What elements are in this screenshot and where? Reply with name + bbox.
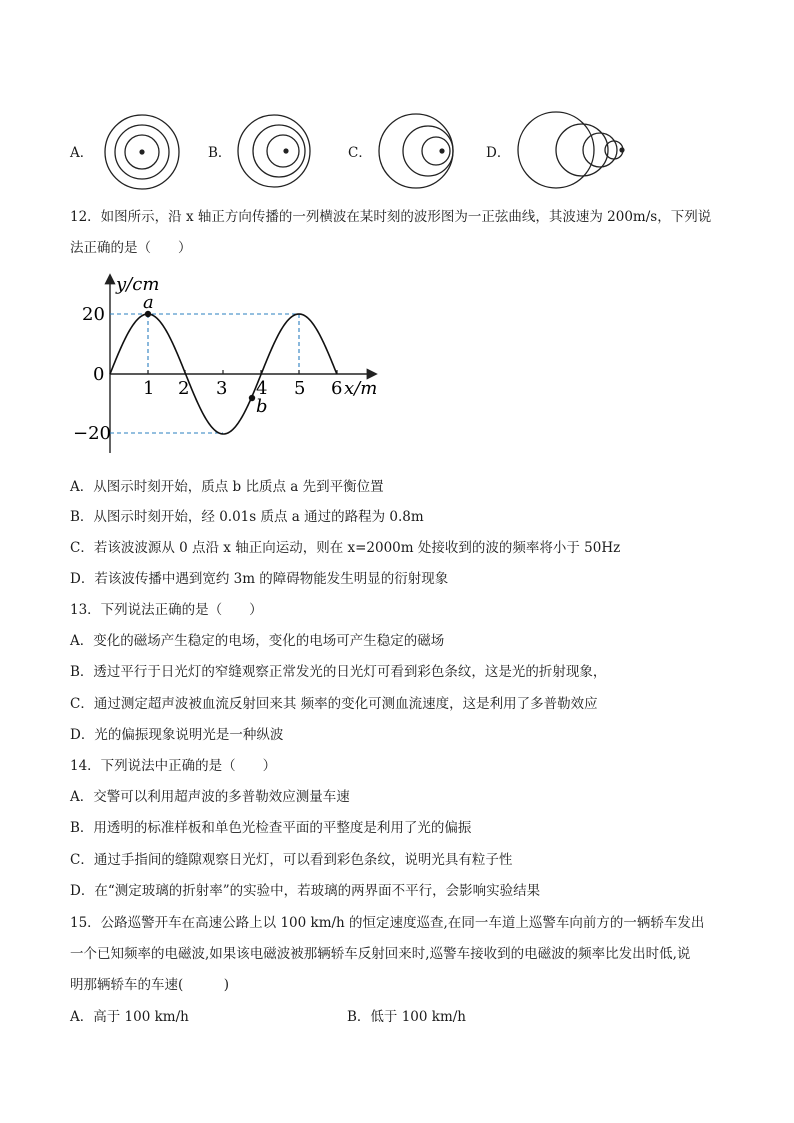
q13-option-b: B．透过平行于日光灯的窄缝观察正常发光的日光灯可看到彩色条纹，这是光的折射现象，	[70, 664, 607, 680]
y-tick-0: 0	[93, 364, 105, 385]
q11-option-a-diagram	[100, 110, 184, 194]
q15-option-a: A．高于 100 km/h	[70, 1009, 189, 1025]
q12-option-d: D．若该波传播中遇到宽约 3m 的障碍物能发生明显的衍射现象	[70, 571, 449, 587]
q11-option-d-label: D．	[486, 145, 511, 161]
q11-option-d-diagram	[514, 106, 638, 190]
x-tick-1: 1	[143, 378, 155, 399]
y-axis-label: y/cm	[116, 274, 160, 295]
q13-option-a: A．变化的磁场产生稳定的电场，变化的电场可产生稳定的磁场	[70, 633, 445, 649]
x-tick-5: 5	[294, 378, 306, 399]
q13-stem: 13．下列说法正确的是（ ）	[70, 602, 263, 618]
y-tick-20: 20	[82, 304, 105, 325]
q15-stem-line1: 15．公路巡警开车在高速公路上以 100 km/h 的恒定速度巡查,在同一车道上巡警车向前方的一辆轿车发出	[70, 915, 705, 931]
q11-option-c-diagram	[376, 110, 460, 194]
q11-option-b-diagram	[234, 110, 318, 194]
q11-option-c-label: C．	[348, 145, 372, 161]
x-tick-4: 4	[256, 378, 268, 399]
q12-option-c: C．若该波波源从 0 点沿 x 轴正向运动，则在 x=2000m 处接收到的波的频率将小于 50Hz	[70, 540, 621, 556]
x-axis-label: x/m	[344, 378, 378, 399]
point-b-dot	[249, 395, 255, 401]
q12-stem-line1: 12．如图所示，沿 x 轴正方向传播的一列横波在某时刻的波形图为一正弦曲线，其波速为 200m/s，下列说	[70, 209, 712, 225]
q11-option-a-label: A．	[70, 145, 94, 161]
q15-option-b: B．低于 100 km/h	[347, 1009, 466, 1025]
point-a-label: a	[143, 292, 154, 313]
q14-option-a: A．交警可以利用超声波的多普勒效应测量车速	[70, 789, 350, 805]
q12-option-a: A．从图示时刻开始，质点 b 比质点 a 先到平衡位置	[70, 479, 384, 495]
q14-stem: 14．下列说法中正确的是（ ）	[70, 758, 277, 774]
q14-option-d: D．在“测定玻璃的折射率”的实验中，若玻璃的两界面不平行，会影响实验结果	[70, 883, 541, 899]
q12-option-b: B．从图示时刻开始，经 0.01s 质点 a 通过的路程为 0.8m	[70, 509, 424, 525]
point-b-label: b	[256, 396, 268, 417]
q15-stem-line3: 明那辆轿车的车速( )	[70, 977, 230, 993]
q14-option-c: C．通过手指间的缝隙观察日光灯，可以看到彩色条纹，说明光具有粒子性	[70, 852, 513, 868]
q11-option-b-label: B．	[208, 145, 232, 161]
q13-option-d: D．光的偏振现象说明光是一种纵波	[70, 727, 284, 743]
y-tick-neg20: −20	[73, 423, 111, 444]
q12-stem-line2: 法正确的是（ ）	[70, 240, 192, 256]
q12-wave-graph	[70, 268, 390, 468]
q15-stem-line2: 一个已知频率的电磁波,如果该电磁波被那辆轿车反射回来时,巡警车接收到的电磁波的频率比发出时低,说	[70, 946, 691, 962]
q13-option-c: C．通过测定超声波被血流反射回来其 频率的变化可测血流速度，这是利用了多普勒效应	[70, 696, 598, 712]
x-tick-6: 6	[331, 378, 343, 399]
x-tick-2: 2	[178, 378, 190, 399]
q14-option-b: B．用透明的标准样板和单色光检查平面的平整度是利用了光的偏振	[70, 820, 472, 836]
x-tick-3: 3	[216, 378, 228, 399]
